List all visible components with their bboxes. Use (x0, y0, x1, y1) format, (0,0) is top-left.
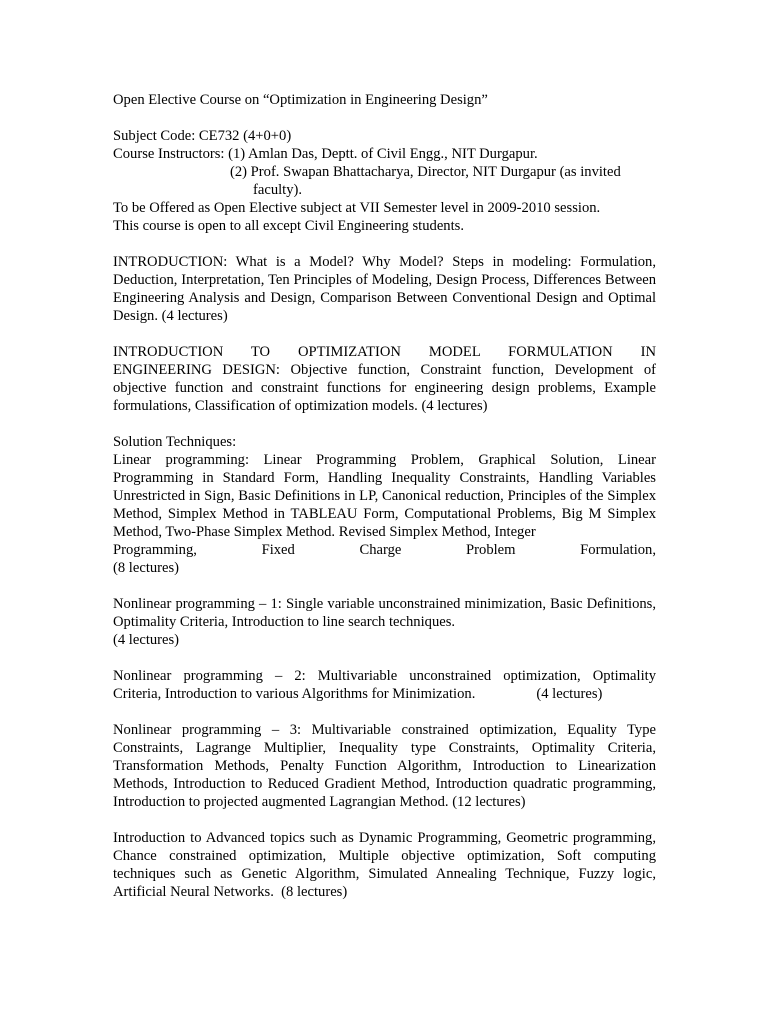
offering-note: To be Offered as Open Elective subject at VII Semester level in 2009-2010 session. (113, 200, 601, 216)
linear-programming-paragraph: Linear programming: Linear Programming Problem, Graphical Solution, Linear Programming in Standard Form, Handling Inequality Constraints, Handling Variables Unrestricted in Sign, Basic Definitions in LP, Canonical reduction, Principles of the Simplex Method, Simplex Method in TABLEAU Form, Computational Problems, Big M Simplex Method, Two-Phase Simplex Method. Revised Simplex Method, Integer (113, 452, 656, 540)
nonlinear-programming-2-last-line (113, 685, 656, 703)
advanced-topics-paragraph: Introduction to Advanced topics such as Dynamic Programming, Geometric programming, Chance constrained optimization, Multiple objective optimization, Soft computing techniques such as Genetic Algorithm, Simulated Annealing Technique, Fuzzy logic, Artificial Neural Networks. (8 lectures) (113, 830, 656, 900)
course-instructor-2-continued: faculty). (253, 182, 303, 198)
course-instructor-1: Course Instructors: (1) Amlan Das, Deptt. of Civil Engg., NIT Durgapur. (113, 146, 538, 162)
subject-code: Subject Code: CE732 (4+0+0) (113, 128, 292, 144)
solution-techniques-heading: Solution Techniques: (113, 434, 237, 450)
course-instructor-2: (2) Prof. Swapan Bhattacharya, Director, NIT Durgapur (as invited (230, 164, 621, 180)
linear-programming-last-line: Programming, Fixed Charge Problem Formulation, (113, 542, 656, 558)
nonlinear-programming-2-lectures: (4 lectures) (536, 686, 603, 702)
nonlinear-programming-1-paragraph: Nonlinear programming – 1: Single variable unconstrained minimization, Basic Definitions, Optimality Criteria, Introduction to line search techniques. (113, 596, 656, 630)
optimization-model-paragraph: ENGINEERING DESIGN: Objective function, Constraint function, Development of objective function and constraint functions for engineering design problems, Example formulations, Classification of optimization models. (4 lectures) (113, 362, 656, 414)
linear-programming-lectures: (8 lectures) (113, 560, 180, 576)
optimization-model-heading: INTRODUCTION TO OPTIMIZATION MODEL FORMULATION IN (113, 344, 656, 360)
nonlinear-programming-1-lectures: (4 lectures) (113, 632, 180, 648)
document-page (113, 91, 656, 901)
nonlinear-programming-2-text: Criteria, Introduction to various Algorithms for Minimization. (113, 686, 476, 702)
nonlinear-programming-3-paragraph: Nonlinear programming – 3: Multivariable constrained optimization, Equality Type Constraints, Lagrange Multiplier, Inequality type Constraints, Optimality Criteria, Transformation Methods, Penalty Function Algorithm, Introduction to Linearization Methods, Introduction to Reduced Gradient Method, Introduction quadratic programming, Introduction to projected augmented Lagrangian Method. (12 lectures) (113, 722, 656, 810)
course-title: Open Elective Course on “Optimization in Engineering Design” (113, 92, 488, 108)
nonlinear-programming-2-paragraph: Nonlinear programming – 2: Multivariable unconstrained optimization, Optimality (113, 668, 656, 684)
introduction-paragraph: INTRODUCTION: What is a Model? Why Model? Steps in modeling: Formulation, Deduction, Interpretation, Ten Principles of Modeling, Design Process, Differences Between Engineering Analysis and Design, Comparison Between Conventional Design and Optimal Design. (4 lectures) (113, 254, 656, 324)
eligibility-note: This course is open to all except Civil Engineering students. (113, 218, 464, 234)
